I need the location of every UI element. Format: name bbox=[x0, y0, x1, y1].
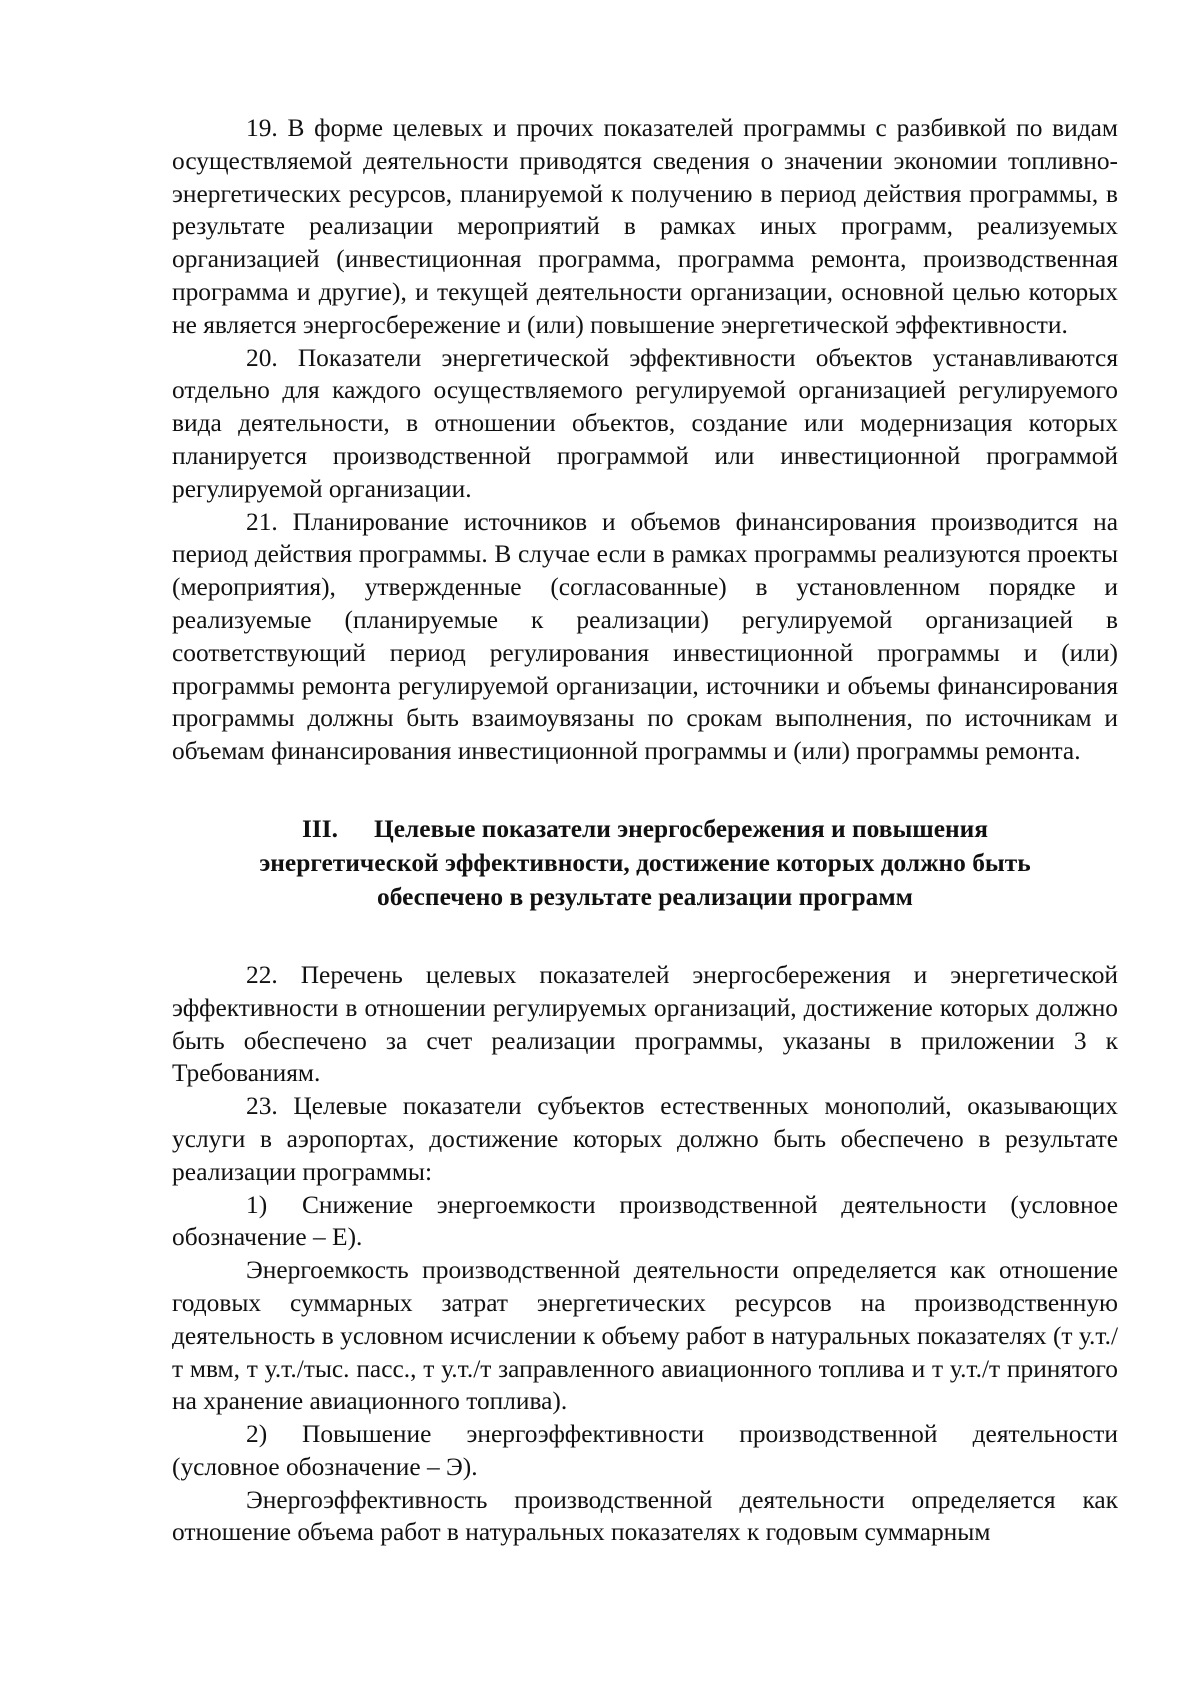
paragraph-23: 23. Целевые показатели субъектов естественных монополий, оказывающих услуги в аэропортах, достижение которых должно быть обеспечено в результате реализации программы: bbox=[172, 1092, 1118, 1186]
paragraph-22: 22. Перечень целевых показателей энергосбережения и энергетической эффективности в отношении регулируемых организаций, достижение которых должно быть обеспечено за счет реализации программы, указаны в приложении 3 к Требованиям. bbox=[172, 960, 1118, 1088]
list-item-1-text: Снижение энергоемкости производственной деятельности (условное обозначение – Е). bbox=[172, 1190, 1118, 1252]
section-number: III. bbox=[302, 814, 339, 843]
paragraph-20: 20. Показатели энергетической эффективности объектов устанавливаются отдельно для каждого осуществляемого регулируемой организацией регулируемого вида деятельности, в отношении объектов, создание или модернизация которых планируется производственной программой или инвестиционной программой регулируемой организации. bbox=[172, 343, 1118, 503]
list-item-2-text: Повышение энергоэффективности производственной деятельности (условное обозначение – Э). bbox=[172, 1420, 1118, 1481]
paragraph-21: 21. Планирование источников и объемов финансирования производится на период действия программы. В случае если в рамках программы реализуются проекты (мероприятия), утвержденные (согласованные) в установленном порядке и реализуемые (планируемые к реализации) регулируемой организацией в соответствующий период регулирования инвестиционной программы и (или) программы ремонта регулируемой организации, источники и объемы финансирования программы должны быть взаимоувязаны по срокам выполнения, по источникам и объемам финансирования инвестиционной программы и (или) программы ремонта. bbox=[172, 507, 1118, 766]
paragraph-19: 19. В форме целевых и прочих показателей программы с разбивкой по видам осуществляемой деятельности приводятся сведения о значении экономии топливно-энергетических ресурсов, планируемой к получению в период действия программы, в результате реализации мероприятий в рамках иных программ, реализуемых организацией (инвестиционная программа, программа ремонта, производственная программа и другие), и текущей деятельности организации, основной целью которых не является энергосбережение и (или) повышение энергетической эффективности. bbox=[172, 114, 1118, 339]
section-title-line-3: обеспечено в результате реализации программ bbox=[377, 882, 913, 911]
section-title-line-1: Целевые показатели энергосбережения и повышения bbox=[374, 814, 988, 843]
section-heading-line-1 bbox=[172, 812, 1118, 846]
list-item-1-description: Энергоемкость производственной деятельности определяется как отношение годовых суммарных затрат энергетических ресурсов на производственную деятельность в условном исчислении к объему работ в натуральных показателях (т у.т./т мвм, т у.т./тыс. пасс., т у.т./т заправленного авиационного топлива и т у.т./т принятого на хранение авиационного топлива). bbox=[172, 1256, 1118, 1416]
section-heading bbox=[172, 812, 1118, 914]
list-item-2 bbox=[172, 1418, 1118, 1484]
list-item-2-number: 2) bbox=[246, 1420, 268, 1449]
list-item-1-number: 1) bbox=[246, 1190, 268, 1219]
list-item-2-description: Энергоэффективность производственной деятельности определяется как отношение объема работ в натуральных показателях к годовым суммарным bbox=[172, 1485, 1118, 1547]
section-title-line-2: энергетической эффективности, достижение которых должно быть bbox=[259, 848, 1031, 877]
list-item-1 bbox=[172, 1189, 1118, 1255]
